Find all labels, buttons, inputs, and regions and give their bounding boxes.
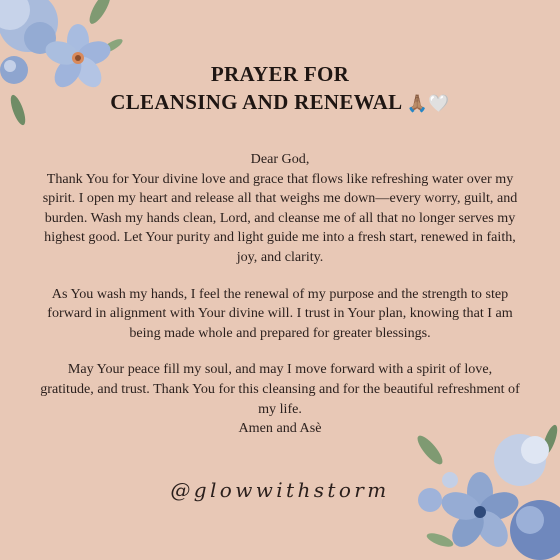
greeting: Dear God, [250, 151, 310, 167]
prayer-title [0, 60, 560, 118]
closing: Amen and Asè [238, 420, 322, 437]
social-handle: @glowwithstorm [170, 478, 390, 502]
title-line-2-text: CLEANSING AND RENEWAL [110, 90, 402, 114]
prayer-body [40, 150, 520, 439]
flower-icon [494, 434, 549, 486]
prayer-hands-heart-icon: 🙏🏽🤍 [406, 94, 450, 113]
paragraph-1: Thank You for Your divine love and grace that flows like refreshing water over my spirit. I open my heart and release all that weighs me down—every worry, guilt, and burden. Wash my hands clean, Lord, and cleanse me of all that no longer serves my highest good. Let Your purity and light guide me into a fresh start, renewed in faith, joy, and clarity. [42, 170, 518, 265]
paragraph-2: As You wash my hands, I feel the renewal of my purpose and the strength to step forward in alignment with Your divine will. I trust in Your plan, knowing that I am being made whole and prepared for greater blessings. [47, 285, 513, 341]
title-line-2 [0, 88, 560, 118]
bottom-right-flowers-icon [410, 420, 560, 560]
paragraph-3: May Your peace fill my soul, and may I move forward with a spirit of love, gratitude, and trust. Thank You for this cleansing and for the beautiful refreshment of my life. [40, 361, 520, 417]
title-line-1: PRAYER FOR [210, 62, 350, 86]
